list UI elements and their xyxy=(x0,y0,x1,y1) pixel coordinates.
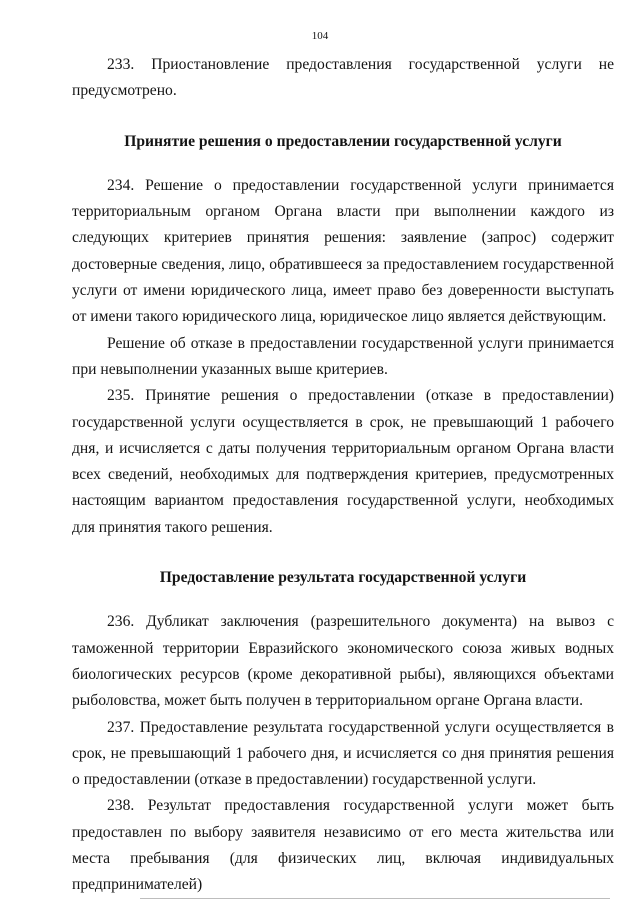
bottom-scan-line xyxy=(140,898,610,899)
section-heading-result: Предоставление результата государственной услуги xyxy=(159,569,527,587)
paragraph-234: 234. Решение о предоставлении государственной услуги принимается территориальным органом Органа власти при выполнении каждого из следующих критериев принятия решения: заявление (запрос) содержит достоверные сведения, лицо, обратившееся за предоставлением государственной услуги от имени юридического лица, имеет право без доверенности выступать от имени такого юридического лица, юридическое лицо является действующим. xyxy=(72,176,614,326)
paragraph-238: 238. Результат предоставления государственной услуги может быть предоставлен по выбору заявителя независимо от его места жительства или места пребывания (для физических лиц, включая индивидуальных предпринимателей) xyxy=(72,797,614,894)
paragraph-233: 233. Приостановление предоставления государственной услуги не предусмотрено. xyxy=(72,56,614,100)
paragraph-237: 237. Предоставление результата государственной услуги осуществляется в срок, не превышающий 1 рабочего дня, и исчисляется со дня принятия решения о предоставлении (отказе в предоставлении) государственной услуги. xyxy=(72,718,614,789)
section-heading-decision: Принятие решения о предоставлении государственной услуги xyxy=(124,132,562,150)
paragraph-236: 236. Дубликат заключения (разрешительного документа) на вывоз с таможенной территории Евразийского экономического союза живых водных биологических ресурсов (кроме декоративной рыбы), являющихся объектами рыболовства, может быть получен в территориальном органе Органа власти. xyxy=(72,613,614,710)
paragraph-235: 235. Принятие решения о предоставлении (отказе в предоставлении) государственной услуги осуществляется в срок, не превышающий 1 рабочего дня, и исчисляется с даты получения территориальным органом Органа власти всех сведений, необходимых для подтверждения критериев, предусмотренных настоящим вариантом предоставления государственной услуги, необходимых для принятия такого решения. xyxy=(72,387,614,536)
page-number: 104 xyxy=(311,30,329,42)
document-body xyxy=(72,52,614,899)
paragraph-234-refusal: Решение об отказе в предоставлении государственной услуги принимается при невыполнении указанных выше критериев. xyxy=(72,334,614,378)
